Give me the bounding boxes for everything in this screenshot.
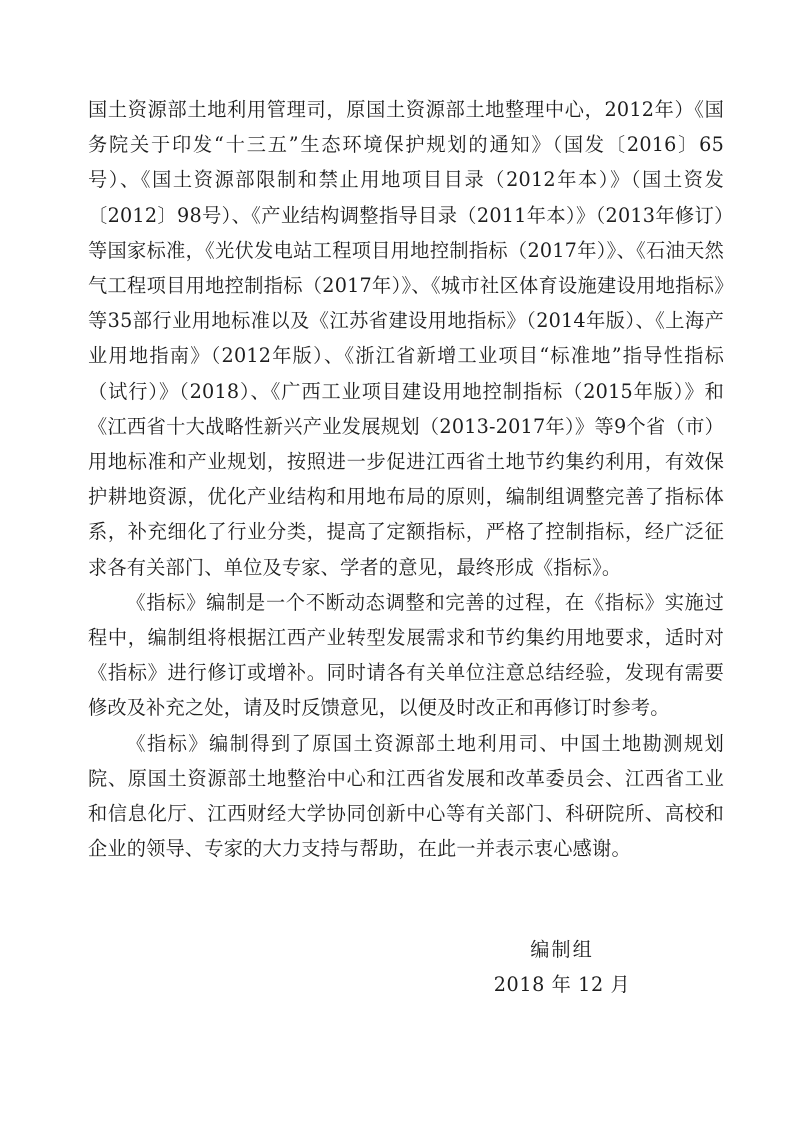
paragraph-dynamic-revision: 《指标》编制是一个不断动态调整和完善的过程，在《指标》实施过程中，编制组将根据江西产业转型发展需求和节约集约用地要求，适时对《指标》进行修订或增补。同时请各有关单位注意总结经验，发现有需要修改及补充之处，请及时反馈意见，以便及时改正和再修订时参考。 (88, 590, 724, 720)
paragraph-standards-list: 国土资源部土地利用管理司，原国土资源部土地整理中心，2012年）《国务院关于印发“十三五”生态环境保护规划的通知》（国发〔2016〕65号）、《国土资源部限制和禁止用地项目目录（2012年本）》（国土资发〔2012〕98号）、《产业结构调整指导目录（2011年本）》（2013年修订）等国家标准，《光伏发电站工程项目用地控制指标（2017年）》、《石油天然气工程项目用地控制指标（2017年）》、《城市社区体育设施建设用地指标》等35部行业用地标准以及《江苏省建设用地指标》（2014年版）、《上海产业用地指南》（2012年版）、《浙江省新增工业项目“标准地”指导性指标（试行）》（2018）、《广西工业项目建设用地控制指标（2015年版）》和《江西省十大战略性新兴产业发展规划（2013-2017年）》等9个省（市）用地标准和产业规划，按照进一步促进江西省土地节约集约利用，有效保护耕地资源，优化产业结构和用地布局的原则，编制组调整完善了指标体系，补充细化了行业分类，提高了定额指标，严格了控制指标，经广泛征求各有关部门、单位及专家、学者的意见，最终形成《指标》。 (88, 98, 724, 579)
signature-author: 编制组 (530, 938, 594, 961)
signature-block (400, 932, 724, 1002)
signature-date: 2018 年 12 月 (493, 973, 631, 997)
paragraph-acknowledgements: 《指标》编制得到了原国土资源部土地利用司、中国土地勘测规划院、原国土资源部土地整治中心和江西省发展和改革委员会、江西省工业和信息化厅、江西财经大学协同创新中心等有关部门、科研院所、高校和企业的领导、专家的大力支持与帮助，在此一并表示衷心感谢。 (88, 731, 724, 861)
document-body (88, 92, 724, 866)
